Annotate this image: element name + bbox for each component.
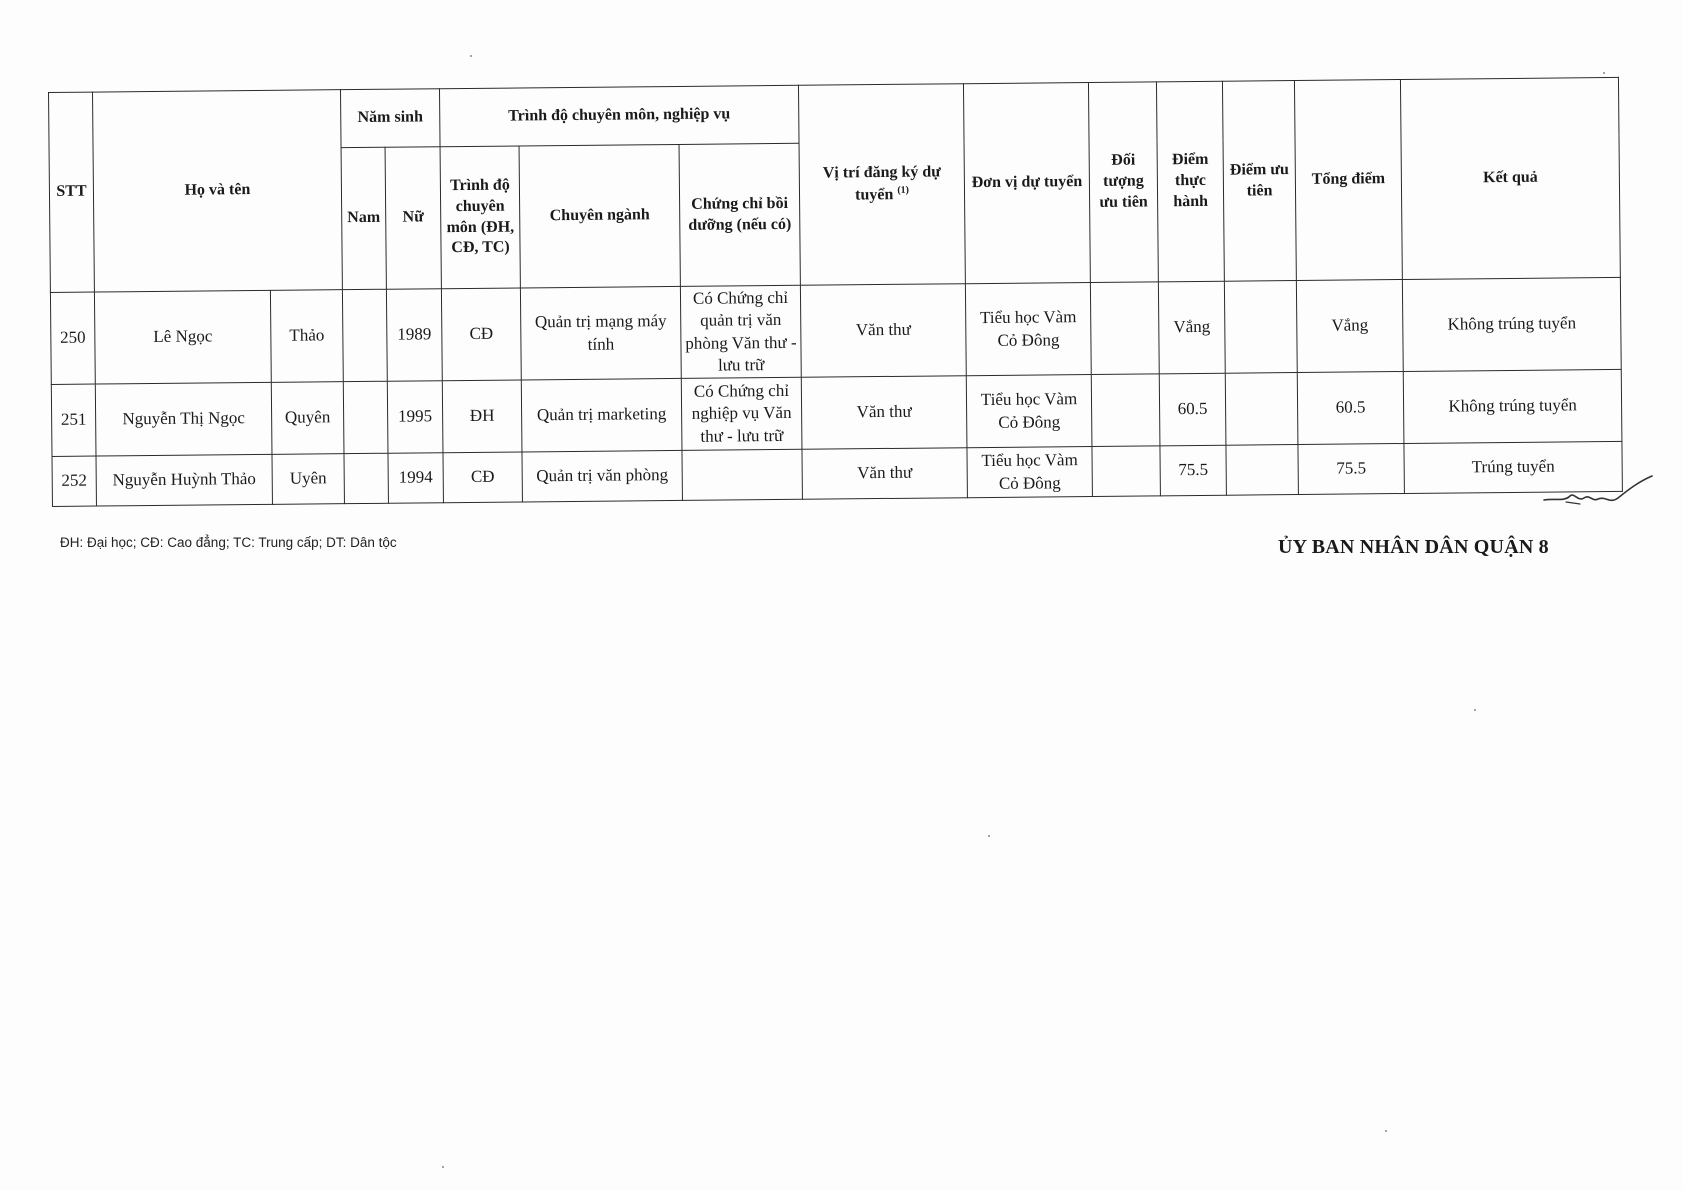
agency-name: ỦY BAN NHÂN DÂN QUẬN 8 — [1278, 536, 1549, 558]
cell-diem-uu-tien — [1225, 373, 1298, 446]
header-vi-tri — [799, 84, 966, 286]
cell-ho: Nguyễn Huỳnh Thảo — [96, 454, 272, 506]
cell-nu: 1995 — [387, 381, 443, 454]
scan-speck — [1474, 709, 1476, 711]
header-nu: Nữ — [385, 147, 441, 290]
cell-ket-qua: Không trúng tuyển — [1402, 277, 1621, 371]
abbreviation-footnote: ĐH: Đại học; CĐ: Cao đẳng; TC: Trung cấp; DT: Dân tộc — [60, 535, 397, 550]
cell-nu: 1989 — [386, 289, 442, 382]
cell-don-vi: Tiểu học Vàm Cỏ Đông — [965, 283, 1091, 376]
header-ho-va-ten: Họ và tên — [93, 90, 343, 292]
candidate-results-table — [48, 77, 1623, 507]
scan-speck — [988, 835, 990, 837]
scan-speck — [442, 1166, 444, 1168]
results-sheet — [48, 77, 1622, 507]
cell-tong-diem: Vắng — [1296, 280, 1403, 373]
cell-diem-thuc-hanh: 60.5 — [1159, 373, 1226, 446]
cell-ho: Lê Ngọc — [94, 290, 271, 384]
cell-diem-uu-tien — [1226, 445, 1298, 496]
header-vi-tri-label: Vị trí đăng ký dự tuyển — [822, 163, 941, 204]
cell-chuyen-nganh: Quản trị mạng máy tính — [520, 286, 681, 380]
cell-tong-diem: 60.5 — [1297, 372, 1404, 445]
cell-chung-chi — [682, 449, 802, 500]
header-chung-chi: Chứng chỉ bồi dưỡng (nếu có) — [679, 143, 800, 286]
cell-ho: Nguyễn Thị Ngọc — [95, 382, 272, 456]
header-trinh-do-group: Trình độ chuyên môn, nghiệp vụ — [440, 85, 800, 146]
header-trinh-do-chuyen-mon: Trình độ chuyên môn (ĐH, CĐ, TC) — [440, 146, 520, 289]
cell-ten: Uyên — [272, 454, 344, 505]
cell-vi-tri: Văn thư — [802, 448, 967, 500]
scan-speck — [470, 55, 472, 57]
header-vi-tri-footnote-mark: (1) — [897, 184, 910, 196]
cell-ten: Thảo — [270, 290, 343, 383]
cell-don-vi: Tiểu học Vàm Cỏ Đông — [966, 374, 1092, 447]
cell-chuyen-nganh: Quản trị marketing — [521, 378, 682, 452]
cell-tong-diem: 75.5 — [1298, 444, 1404, 495]
cell-chung-chi: Có Chứng chỉ quản trị văn phòng Văn thư - lưu trữ — [680, 285, 801, 378]
cell-trinh-do: ĐH — [442, 380, 522, 453]
header-ket-qua: Kết quả — [1400, 77, 1620, 279]
cell-nu: 1994 — [388, 453, 443, 504]
header-stt: STT — [49, 92, 95, 292]
cell-don-vi: Tiểu học Vàm Cỏ Đông — [967, 446, 1092, 497]
cell-doi-tuong — [1091, 374, 1160, 447]
cell-stt: 250 — [50, 292, 95, 384]
cell-ten: Quyên — [271, 382, 344, 455]
scan-speck — [1385, 1130, 1387, 1132]
cell-chung-chi: Có Chứng chỉ nghiệp vụ Văn thư - lưu trữ — [681, 377, 802, 450]
table-row — [50, 277, 1621, 384]
cell-doi-tuong — [1092, 446, 1160, 497]
cell-trinh-do: CĐ — [443, 452, 522, 503]
cell-stt: 252 — [52, 456, 96, 506]
header-tong-diem: Tổng điểm — [1294, 80, 1402, 281]
handwritten-signature-icon — [1540, 472, 1660, 517]
header-diem-uu-tien: Điểm ưu tiên — [1222, 81, 1296, 282]
cell-chuyen-nganh: Quản trị văn phòng — [522, 450, 682, 502]
header-nam-sinh: Năm sinh — [340, 89, 440, 148]
header-diem-thuc-hanh: Điểm thực hành — [1156, 81, 1224, 282]
header-chuyen-nganh: Chuyên ngành — [519, 144, 680, 288]
cell-nam — [342, 289, 387, 381]
cell-doi-tuong — [1090, 282, 1159, 375]
cell-trinh-do: CĐ — [441, 288, 521, 381]
scan-speck — [1603, 72, 1605, 74]
cell-vi-tri: Văn thư — [800, 284, 966, 378]
header-nam: Nam — [341, 147, 386, 289]
cell-nam — [344, 453, 388, 503]
cell-nam — [343, 381, 388, 453]
cell-ket-qua: Trúng tuyển — [1404, 441, 1622, 493]
cell-diem-thuc-hanh: Vắng — [1158, 281, 1225, 374]
cell-diem-uu-tien — [1224, 281, 1297, 374]
header-don-vi: Đơn vị dự tuyển — [963, 83, 1090, 284]
header-doi-tuong: Đối tượng ưu tiên — [1088, 82, 1158, 283]
cell-diem-thuc-hanh: 75.5 — [1160, 445, 1226, 496]
cell-stt: 251 — [51, 384, 96, 456]
cell-vi-tri: Văn thư — [801, 376, 967, 450]
header-row-top — [49, 77, 1620, 150]
cell-ket-qua: Không trúng tuyển — [1403, 369, 1622, 443]
